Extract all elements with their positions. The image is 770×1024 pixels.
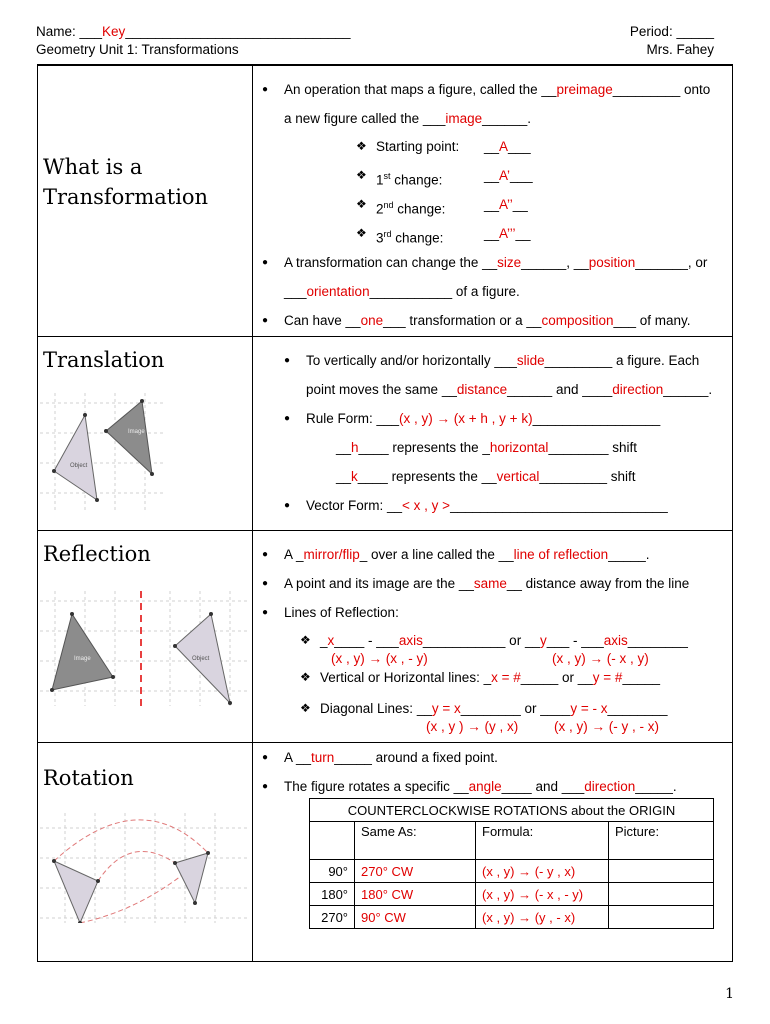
table-row — [310, 883, 714, 906]
bullet-icon: ● — [262, 549, 269, 560]
image-label: Image — [128, 429, 145, 435]
same-as-cell: 180° CW — [355, 883, 476, 906]
section-title-transformation: What is a Transformation — [43, 155, 209, 209]
same-as-cell: 270° CW — [355, 860, 476, 883]
definition-line: An operation that maps a figure, called the __preimage_________ onto — [284, 82, 711, 97]
second-change-value: __A’’__ — [484, 197, 528, 212]
degree-cell: 90° — [310, 860, 355, 883]
degree-cell: 270° — [310, 906, 355, 929]
k-shift-line: __k____ represents the __vertical_________ shift — [336, 469, 636, 484]
bullet-icon: ● — [262, 315, 269, 326]
third-change-label: 3rd change: — [376, 229, 444, 246]
column-header-picture: Picture: — [609, 822, 714, 860]
vertical-horizontal-line: Vertical or Horizontal lines: _x = #_____ or __y = #_____ — [320, 670, 660, 685]
rule-form-line: Rule Form: ___(x , y) → (x + h , y + k)_________________ — [306, 411, 661, 426]
formula-cell: (x , y) → (- y , x) — [476, 860, 609, 883]
diamond-bullet-icon: ❖ — [300, 701, 311, 715]
composition-line: Can have __one___ transformation or a __composition___ of many. — [284, 313, 691, 328]
page-number: 1 — [725, 986, 734, 1002]
turn-line: A __turn_____ around a fixed point. — [284, 750, 498, 765]
course-title: Geometry Unit 1: Transformations — [36, 42, 239, 57]
degree-cell: 180° — [310, 883, 355, 906]
section-title-translation: Translation — [43, 348, 165, 372]
y-equals-x-formula: (x , y ) → (y , x) — [426, 719, 519, 734]
change-line-2: ___orientation___________ of a figure. — [284, 284, 520, 299]
table-row — [310, 799, 714, 822]
table-row — [310, 860, 714, 883]
second-change-label: 2nd change: — [376, 200, 446, 217]
bullet-icon: ● — [262, 781, 269, 792]
same-distance-line: A point and its image are the __same__ distance away from the line — [284, 576, 690, 591]
table-row — [310, 906, 714, 929]
mirror-line: A _mirror/flip_ over a line called the __line of reflection_____. — [284, 547, 650, 562]
section-title-reflection: Reflection — [43, 542, 151, 566]
object-label: Object — [192, 656, 210, 662]
table-title: COUNTERCLOCKWISE ROTATIONS about the ORIGIN — [310, 799, 714, 822]
picture-cell — [609, 906, 714, 929]
bullet-icon: ● — [284, 355, 291, 366]
distance-line: point moves the same __distance______ and ____direction______. — [306, 382, 713, 397]
reflection-figure — [40, 591, 250, 706]
starting-point-label: Starting point: — [376, 139, 460, 154]
section-title-rotation: Rotation — [43, 766, 134, 790]
diamond-bullet-icon: ❖ — [300, 633, 311, 647]
bullet-icon: ● — [262, 607, 269, 618]
diamond-bullet-icon: ❖ — [356, 226, 367, 240]
same-as-cell: 90° CW — [355, 906, 476, 929]
picture-cell — [609, 860, 714, 883]
image-label: Image — [74, 656, 91, 662]
section-reflection — [38, 530, 732, 743]
bullet-icon: ● — [262, 578, 269, 589]
column-header-same: Same As: — [355, 822, 476, 860]
diamond-bullet-icon: ❖ — [356, 168, 367, 182]
diamond-bullet-icon: ❖ — [356, 197, 367, 211]
y-axis-formula: (x , y) → (- x , y) — [552, 651, 649, 666]
y-equals-neg-x-formula: (x , y) → (- y , - x) — [554, 719, 659, 734]
slide-line: To vertically and/or horizontally ___slide_________ a figure. Each — [306, 353, 700, 368]
formula-cell: (x , y) → (- x , - y) — [476, 883, 609, 906]
axis-line: _x____ - ___axis___________ or __y___ - ___axis________ — [320, 633, 688, 648]
section-translation — [38, 336, 732, 531]
first-change-label: 1st change: — [376, 171, 443, 188]
diagonal-line: Diagonal Lines: __y = x________ or ____y = - x________ — [320, 701, 668, 716]
vector-form-line: Vector Form: __< x , y >_____________________________ — [306, 498, 668, 513]
period-line: Period: _____ — [629, 24, 714, 39]
bullet-icon: ● — [284, 500, 291, 511]
x-axis-formula: (x , y) → (x , - y) — [331, 651, 428, 666]
change-line: A transformation can change the __size______, __position_______, or — [284, 255, 708, 270]
picture-cell — [609, 883, 714, 906]
starting-point-value: __A___ — [484, 139, 531, 154]
definition-line-2: a new figure called the ___image______. — [284, 111, 531, 126]
third-change-value: __A’’’__ — [484, 226, 531, 241]
object-label: Object — [70, 463, 88, 469]
h-shift-line: __h____ represents the _horizontal________ shift — [336, 440, 638, 455]
diamond-bullet-icon: ❖ — [356, 139, 367, 153]
name-line: Name: ___Key______________________________ — [36, 24, 351, 39]
table-row — [310, 822, 714, 860]
angle-direction-line: The figure rotates a specific __angle____ and ___direction_____. — [284, 779, 677, 794]
section-transformation — [38, 65, 732, 337]
translation-figure — [40, 393, 165, 511]
bullet-icon: ● — [262, 257, 269, 268]
lines-of-reflection-label: Lines of Reflection: — [284, 605, 399, 620]
diamond-bullet-icon: ❖ — [300, 670, 311, 684]
teacher-name: Mrs. Fahey — [646, 42, 714, 57]
formula-cell: (x , y) → (y , - x) — [476, 906, 609, 929]
bullet-icon: ● — [284, 413, 291, 424]
bullet-icon: ● — [262, 84, 269, 95]
rotation-figure — [40, 813, 250, 923]
rotation-table — [309, 798, 714, 929]
first-change-value: __A’___ — [484, 168, 533, 183]
column-header-formula: Formula: — [476, 822, 609, 860]
bullet-icon: ● — [262, 752, 269, 763]
